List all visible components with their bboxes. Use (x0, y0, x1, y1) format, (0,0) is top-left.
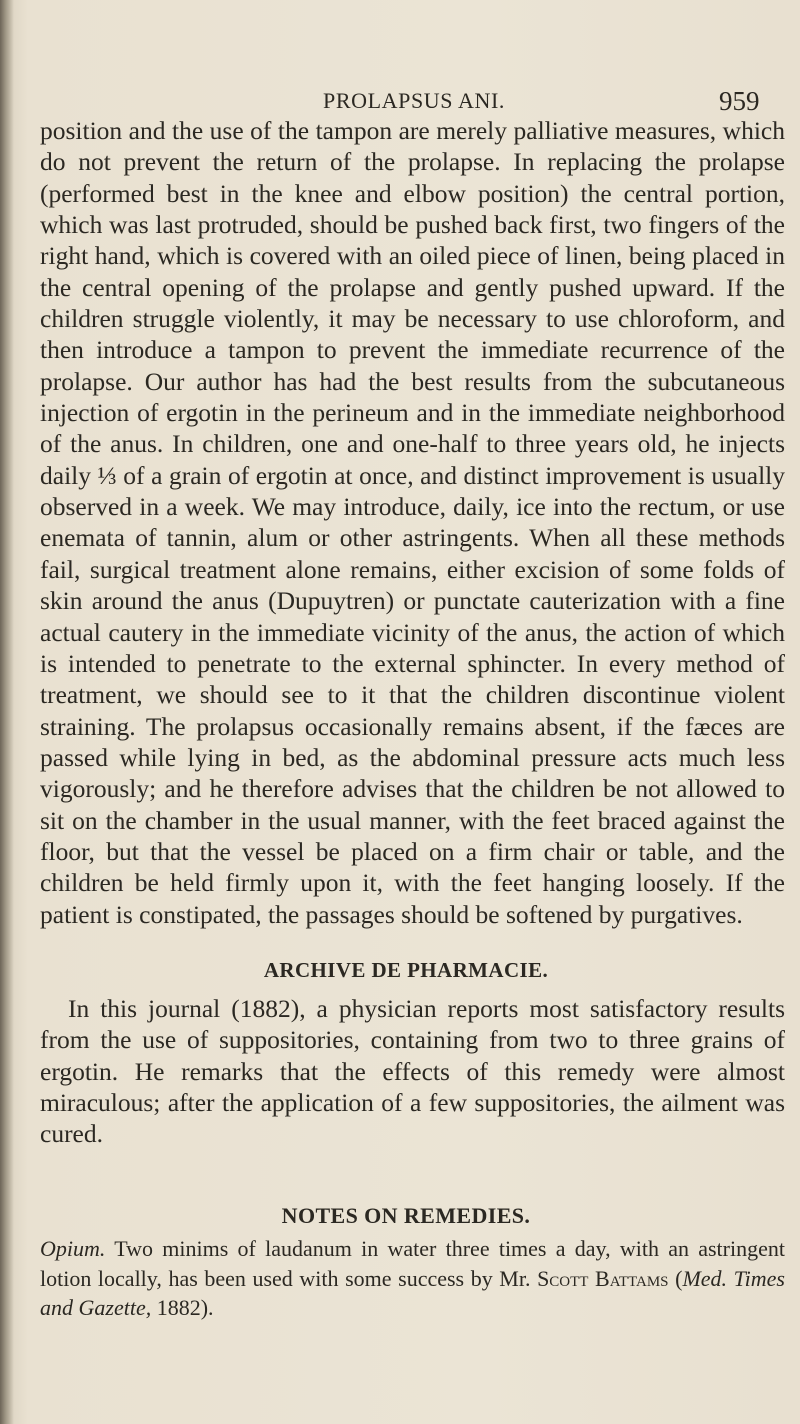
remedy-text: Two minims of laudanum in water three times a day, with an astringent lotion locally, has been used with some success by Mr. (40, 1236, 785, 1291)
section-heading: ARCHIVE DE PHARMACIE. (263, 958, 549, 982)
remedy-source-year: 1882). (156, 1295, 214, 1320)
remedy-entry (40, 1234, 785, 1323)
body-paragraph: position and the use of the tampon are merely palliative measures, which do not prevent the return of the prolapse. In replacing the prolapse (performed best in the knee and elbow position) the central portion, which was last protruded, should be pushed back first, two fingers of the right hand, which is covered with an oiled piece of linen, being placed in the central opening of the prolapse and gently pushed upward. If the children struggle violently, it may be necessary to use chloroform, and then introduce a tampon to prevent the immediate recurrence of the prolapse. Our author has had the best results from the subcutaneous injection of ergotin in the perineum and in the immediate neighborhood of the anus. In children, one and one-half to three years old, he injects daily ⅓ of a grain of ergotin at once, and distinct improvement is usually observed in a week. We may introduce, daily, ice into the rectum, or use enemata of tannin, alum or other astringents. When all these methods fail, surgical treatment alone remains, either excision of some folds of skin around the anus (Dupuytren) or punctate cauterization with a fine actual cautery in the immediate vicinity of the anus, the action of which is intended to penetrate to the external sphincter. In every method of treatment, we should see to it that the children discontinue violent straining. The prolapsus occasionally remains absent, if the fæces are passed while lying in bed, as the abdominal pressure acts much less vigorously; and he therefore advises that the children be not allowed to sit on the chamber in the usual manner, with the feet braced against the floor, but that the vessel be placed on a firm chair or table, and the children be held firmly upon it, with the feet hanging loosely. If the patient is constipated, the passages should be softened by purgatives. (40, 116, 785, 929)
running-head: PROLAPSUS ANI. (323, 88, 506, 113)
remedy-term: Opium. (40, 1236, 106, 1261)
paragraph-text: In this journal (1882), a physician reports most satisfactory results from the use of suppositories, containing from two to three grains of ergotin. He remarks that the effects of this remedy were almost miraculous; after the application of a few suppositories, the ailment was cured. (40, 994, 785, 1149)
remedy-source-open: ( (675, 1265, 683, 1291)
body-paragraph (40, 993, 785, 1150)
page-number: 959 (719, 86, 760, 116)
remedy-author: Scott Battams (537, 1265, 669, 1291)
remedy-source: Med. Times and Gazette, (40, 1265, 785, 1320)
section-heading: NOTES ON REMEDIES. (281, 1203, 531, 1228)
